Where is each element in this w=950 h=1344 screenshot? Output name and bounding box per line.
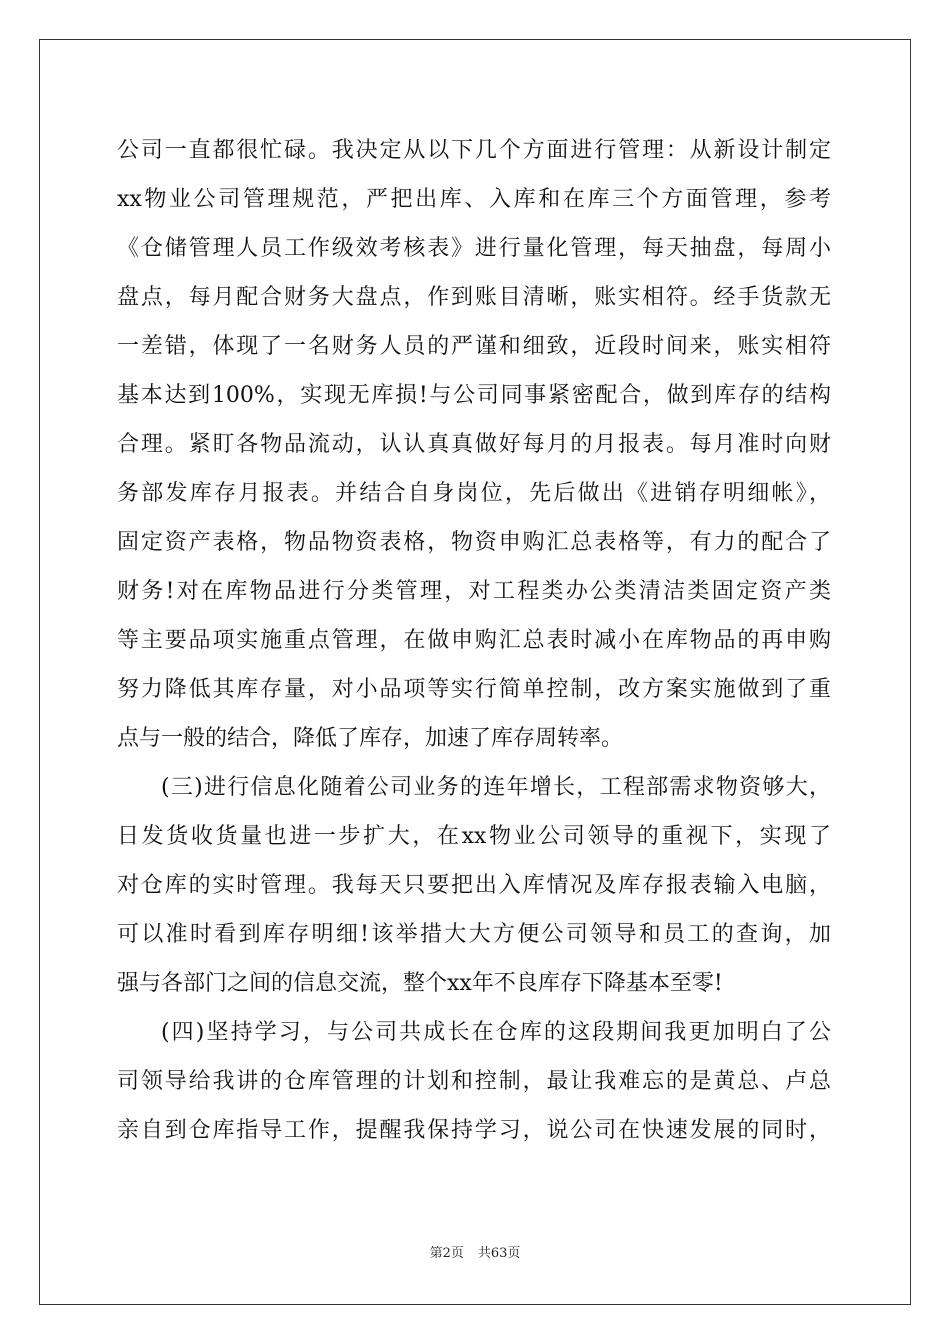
body-text: [117, 126, 831, 1155]
text-line: 公司一直都很忙碌。我决定从以下几个方面进行管理：从新设计制定: [117, 138, 831, 163]
text-line: 等主要品项实施重点管理，在做申购汇总表时减小在库物品的再申购: [117, 628, 831, 653]
text-line: 盘点，每月配合财务大盘点，作到账目清晰，账实相符。经手货款无: [117, 285, 831, 310]
text-line: 对仓库的实时管理。我每天只要把出入库情况及库存报表输入电脑，: [117, 873, 831, 898]
text-line: 《仓储管理人员工作级效考核表》进行量化管理，每天抽盘，每周小: [117, 236, 831, 261]
page-number: 第2页: [429, 1246, 464, 1261]
text-line: 日发货收货量也进一步扩大，在xx物业公司领导的重视下，实现了: [117, 824, 831, 849]
text-line: 基本达到100%，实现无库损!与公司同事紧密配合，做到库存的结构: [117, 383, 831, 408]
text-line: 务部发库存月报表。并结合自身岗位，先后做出《进销存明细帐》，: [117, 481, 831, 506]
text-line: 可以准时看到库存明细!该举措大大方便公司领导和员工的查询，加: [117, 922, 831, 947]
text-line: 努力降低其库存量，对小品项等实行简单控制，改方案实施做到了重: [117, 677, 831, 702]
text-line: (四)坚持学习，与公司共成长在仓库的这段期间我更加明白了公: [161, 1020, 831, 1045]
page-footer: [0, 1245, 950, 1263]
text-line: 强与各部门之间的信息交流，整个xx年不良库存下降基本至零!: [117, 971, 723, 996]
text-line: 亲自到仓库指导工作，提醒我保持学习，说公司在快速发展的同时，: [117, 1118, 831, 1143]
text-line: xx物业公司管理规范，严把出库、入库和在库三个方面管理，参考: [117, 187, 831, 212]
page-total: 共63页: [477, 1246, 521, 1261]
text-line: 司领导给我讲的仓库管理的计划和控制，最让我难忘的是黄总、卢总: [117, 1069, 831, 1094]
text-line: 财务!对在库物品进行分类管理，对工程类办公类清洁类固定资产类: [117, 579, 831, 604]
text-line: 固定资产表格，物品物资表格，物资申购汇总表格等，有力的配合了: [117, 530, 831, 555]
text-line: 一差错，体现了一名财务人员的严谨和细致，近段时间来，账实相符: [117, 334, 831, 359]
text-line: (三)进行信息化随着公司业务的连年增长，工程部需求物资够大，: [161, 775, 831, 800]
text-line: 合理。紧盯各物品流动，认认真真做好每月的月报表。每月准时向财: [117, 432, 831, 457]
text-line: 点与一般的结合，降低了库存，加速了库存周转率。: [117, 726, 624, 751]
